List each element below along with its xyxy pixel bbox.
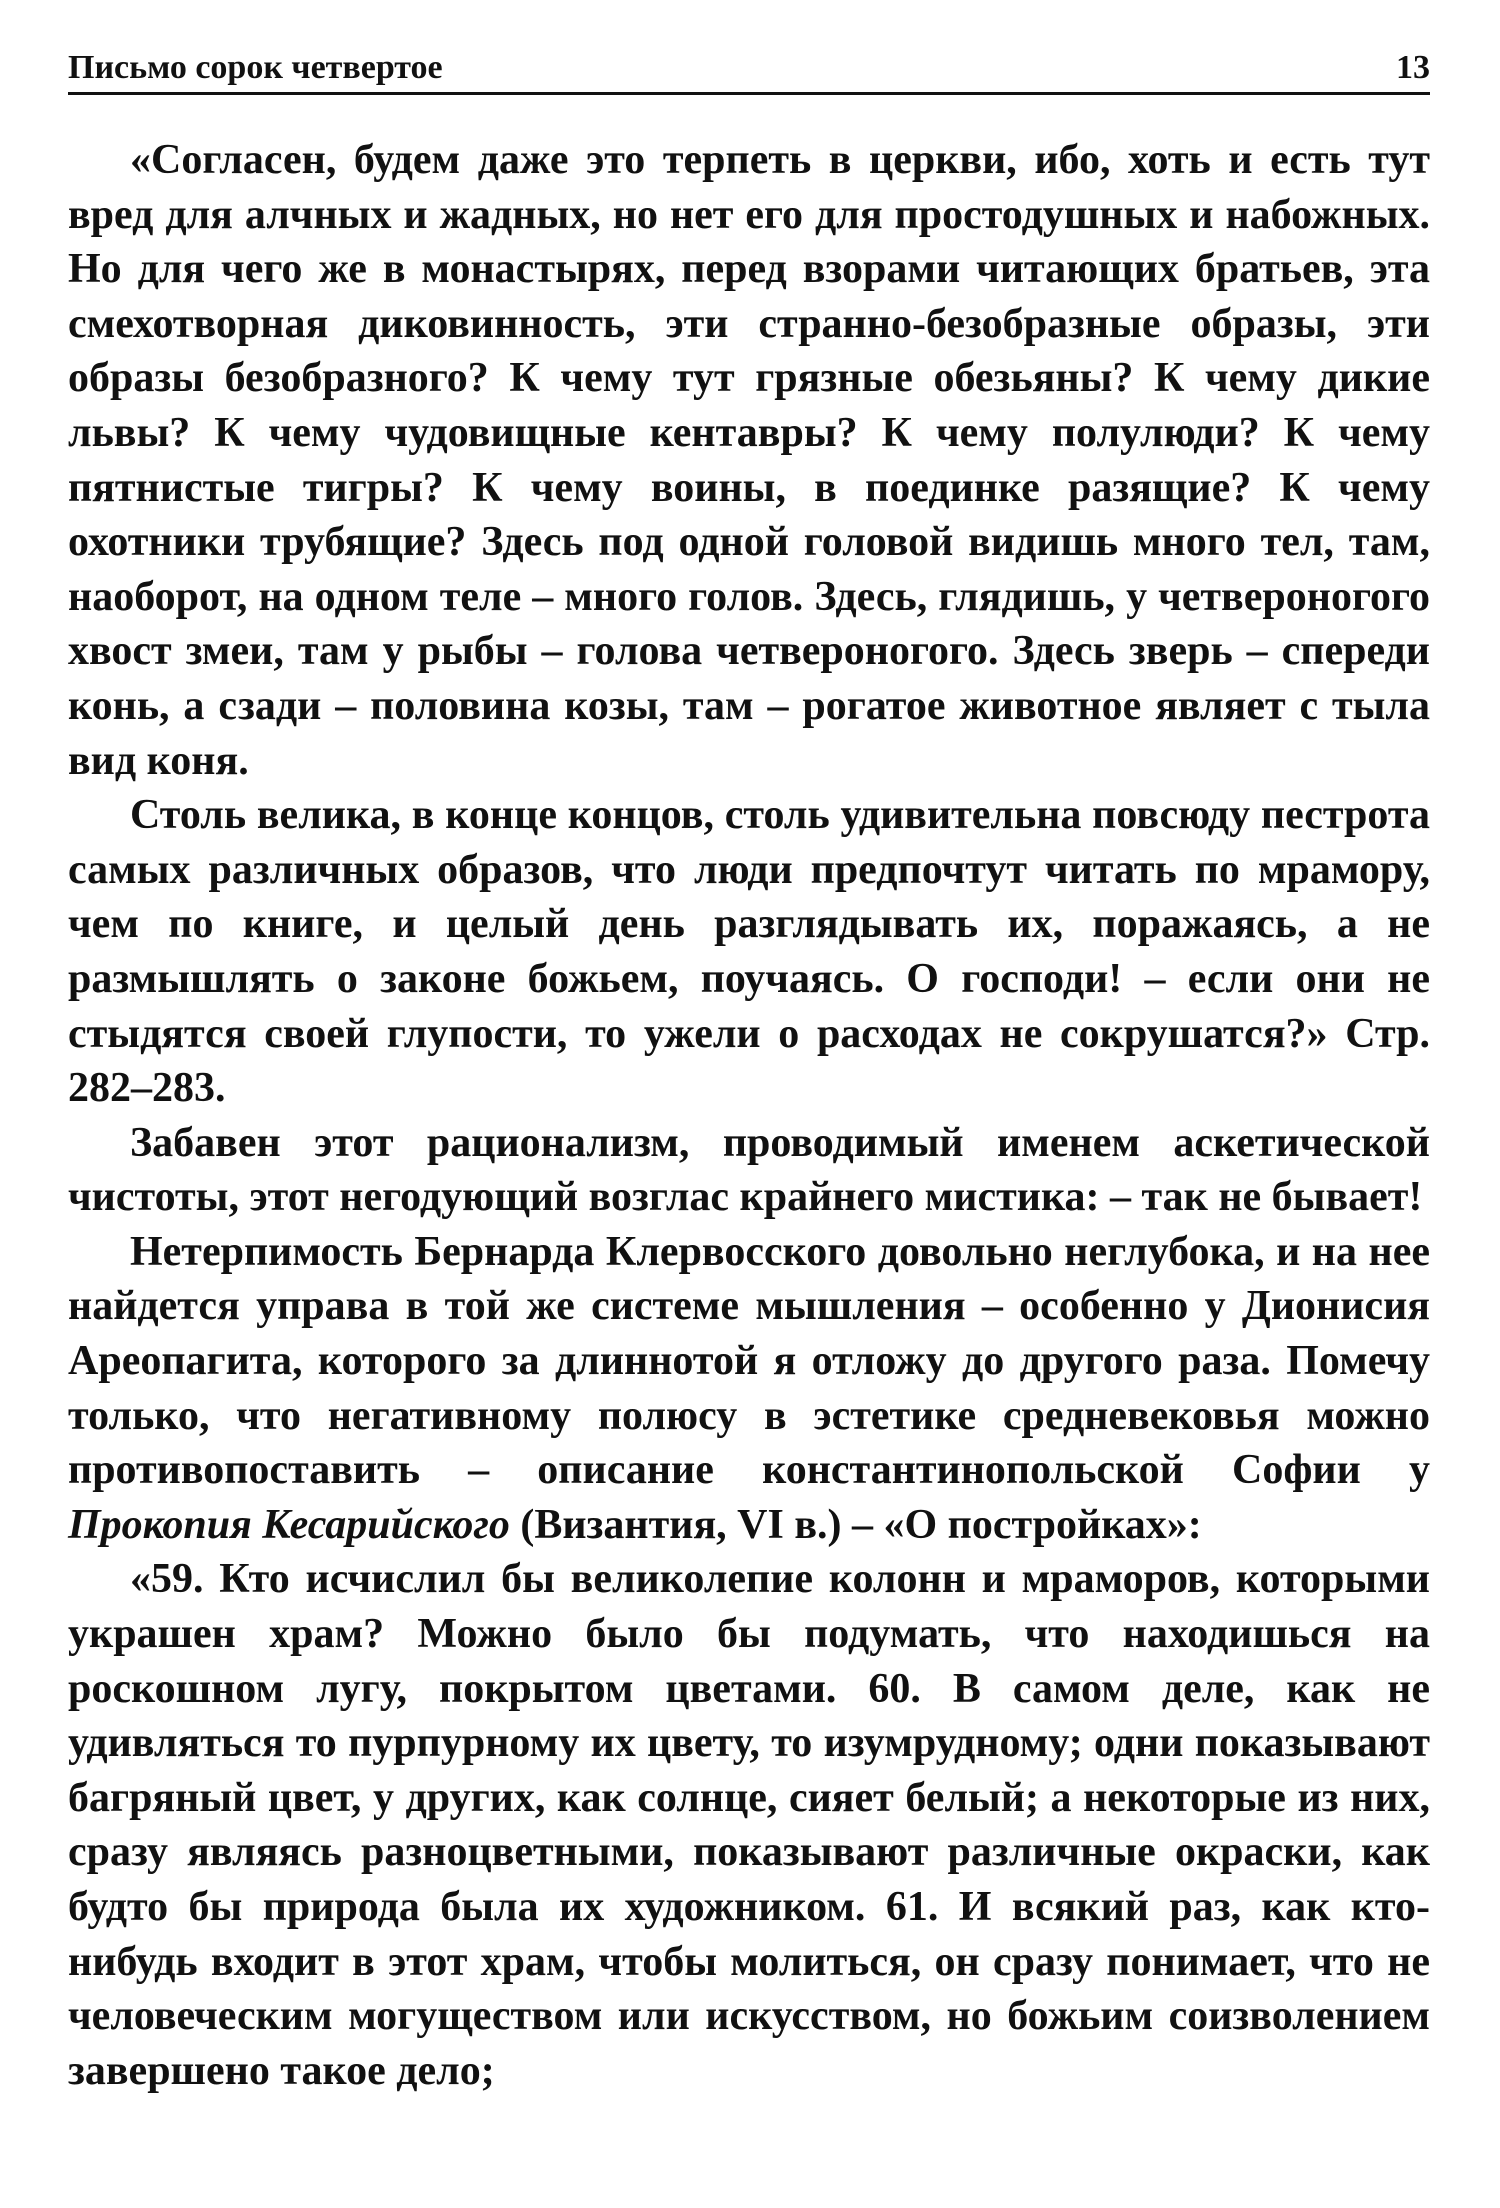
paragraph-intolerance-text: Нетерпимость Бернарда Клервосского довольно неглубока, и на нее найдется управа в той же системе мышления – особенно у Дионисия Ареопагита, которого за длиннотой я отложу до другого раза. Помечу только, что негативному полюсу в эстетике средневековья можно противопоставить – описание константинопольской Софии у <box>68 1228 1430 1494</box>
page-number: 13 <box>1396 49 1430 86</box>
body-text <box>68 133 1430 2098</box>
book-page <box>68 48 1430 2098</box>
chapter-title: Письмо сорок четвертое <box>68 49 443 86</box>
author-name-procopius: Прокопия Кесарийского <box>68 1501 510 1548</box>
paragraph-quote-bernard-continued: Столь велика, в конце концов, столь удивительна повсюду пестрота самых различных образов, что люди предпочтут читать по мрамору, чем по книге, и целый день разглядывать их, поражаясь, а не размышлять о законе божьем, поучаясь. О господи! – если они не стыдятся своей глупости, то ужели о расходах не сокрушатся?» Стр. 282–283. <box>68 792 1430 1112</box>
running-head <box>68 48 1430 95</box>
paragraph-quote-procopius: «59. Кто исчислил бы великолепие колонн и мраморов, которыми украшен храм? Можно было бы подумать, что находишься на роскошном лугу, покрытом цветами. 60. В самом деле, как не удивляться то пурпурному их цвету, то изумрудному; одни показывают багряный цвет, у других, как солнце, сияет белый; а некоторые из них, сразу являясь разноцветными, показывают различные окраски, как будто бы природа была их художником. 61. И всякий раз, как кто-нибудь входит в этот храм, чтобы молиться, он сразу понимает, что не человеческим могуществом или искусством, но божьим соизволением завершено такое дело; <box>68 1556 1430 2094</box>
paragraph-quote-bernard: «Согласен, будем даже это терпеть в церкви, ибо, хоть и есть тут вред для алчных и жадных, но нет его для простодушных и набожных. Но для чего же в монастырях, перед взорами читающих братьев, эта смехотворная диковинность, эти странно-безобразные образы, эти образы безобразного? К чему тут грязные обезьяны? К чему дикие львы? К чему чудовищные кентавры? К чему полулюди? К чему пятнистые тигры? К чему воины, в поединке разящие? К чему охотники трубящие? Здесь под одной головой видишь много тел, там, наоборот, на одном теле – много голов. Здесь, глядишь, у четвероногого хвост змеи, там у рыбы – голова четвероногого. Здесь зверь – спереди конь, а сзади – половина козы, там – рогатое животное являет с тыла вид коня. <box>68 137 1430 784</box>
paragraph-rationalism: Забавен этот рационализм, проводимый именем аскетической чистоты, этот негодующий возглас крайнего мистика: – так не бывает! <box>68 1119 1430 1221</box>
paragraph-intolerance <box>68 1225 1430 1553</box>
paragraph-intolerance-tail: (Византия, VI в.) – «О постройках»: <box>509 1501 1202 1548</box>
